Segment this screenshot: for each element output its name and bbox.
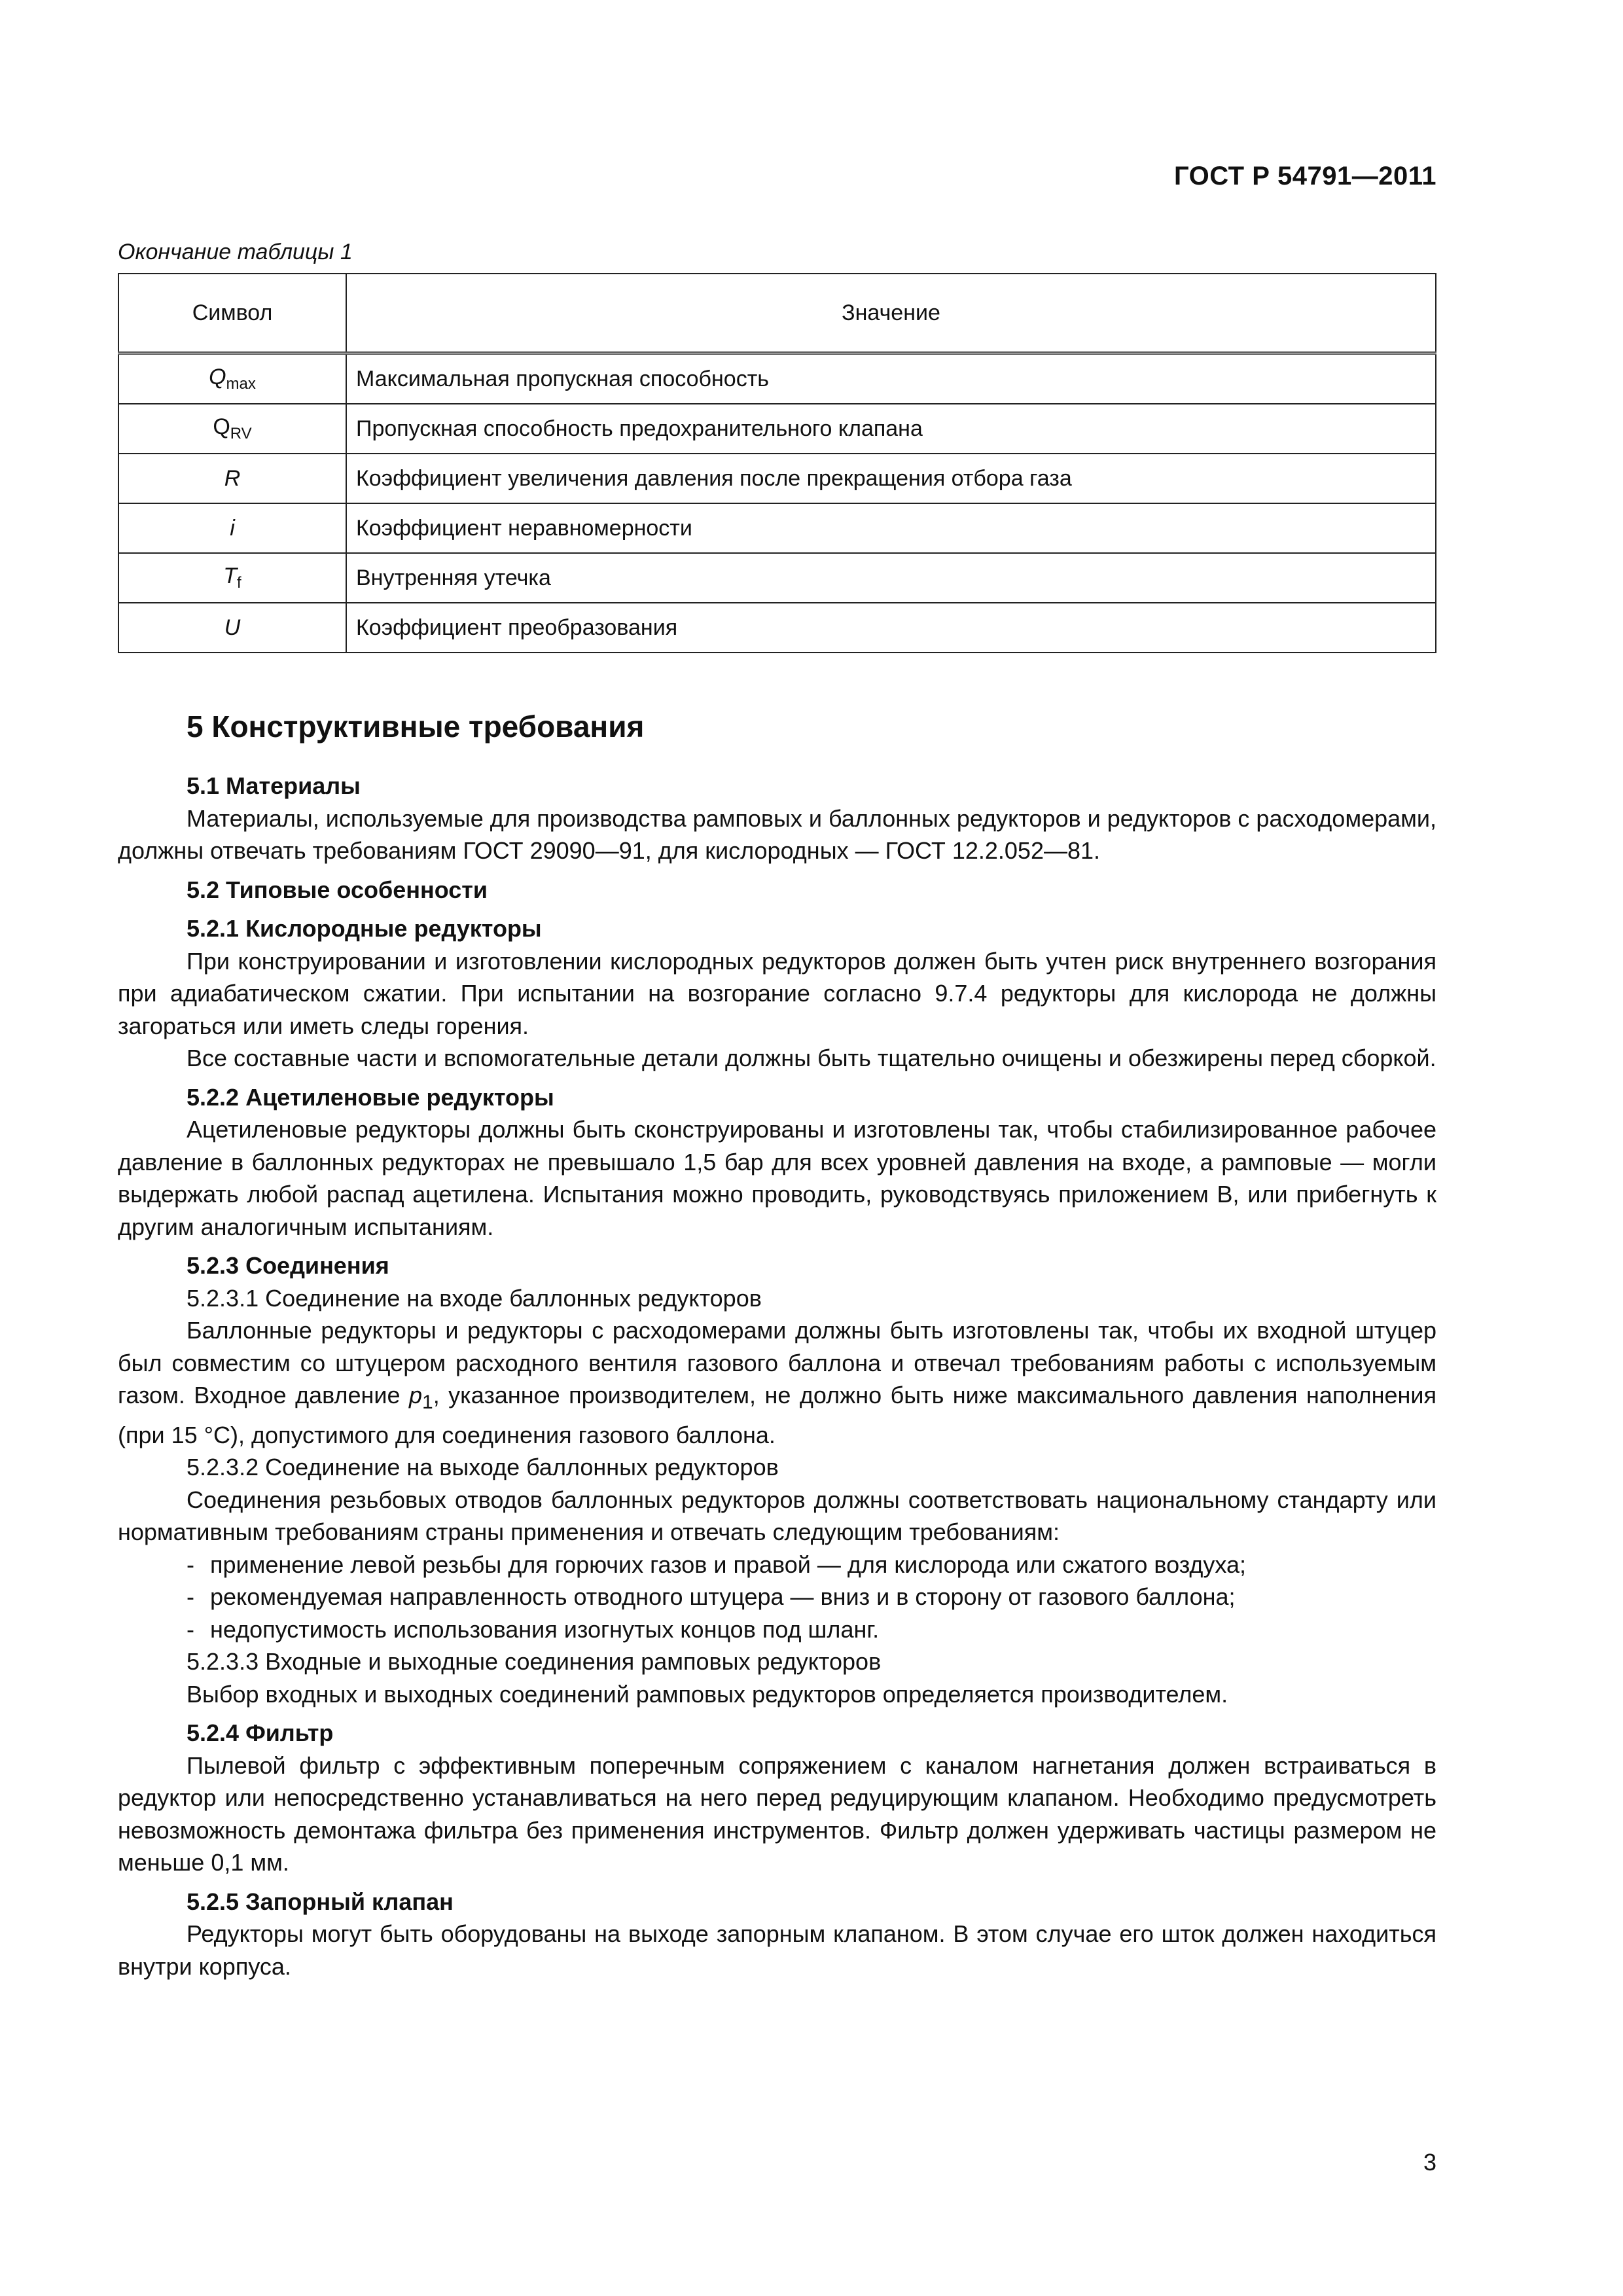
symbol-letter: Q	[213, 414, 230, 439]
document-id: ГОСТ Р 54791—2011	[1174, 162, 1436, 190]
symbols-table	[118, 273, 1436, 653]
symbol-subscript: f	[237, 574, 241, 592]
symbol-subscript: RV	[230, 425, 252, 442]
clause-5-2-3-2-text: Соединения резьбовых отводов баллонных редукторов должны соответствовать национальному стандарту или нормативным требованиям страны применения и отвечать следующим требованиям:	[118, 1486, 1436, 1546]
symbol-subscript: max	[226, 375, 256, 393]
subsection-5-2-4-title: 5.2.4 Фильтр	[187, 1719, 334, 1747]
subsection-5-1-text: Материалы, используемые для производства рамповых и баллонных редукторов и редукторов с расходомерами, должны отвечать требованиям ГОСТ 29090—91, для кислородных — ГОСТ 12.2.052—81.	[118, 804, 1436, 864]
symbol-cell	[118, 404, 346, 454]
symbol-cell	[118, 553, 346, 603]
symbol-letter: i	[230, 515, 235, 541]
subsection-5-2-1-paragraph: При конструировании и изготовлении кислородных редукторов должен быть учтен риск внутреннего возгорания при адиабатическом сжатии. При испытании на возгорание согласно 9.7.4 редукторы для кислорода не должны загораться или иметь следы горения.	[118, 947, 1436, 1039]
clause-text-part: Баллонные редукторы и редукторы с расходомерами должны быть изготовлены так, чтобы их входной штуцер был совместим со штуцером расходного вентиля газового баллона и отвечал требованиям работы с используемым газом. Входное давление	[118, 1317, 1436, 1408]
list-item-text: рекомендуемая направленность отводного штуцера — вниз и в сторону от газового баллона;	[210, 1583, 1236, 1611]
value-cell: Коэффициент увеличения давления после прекращения отбора газа	[346, 454, 1436, 503]
value-cell: Коэффициент неравномерности	[346, 503, 1436, 553]
symbol-letter: Q	[209, 365, 226, 389]
table-header-row	[118, 274, 1436, 353]
subsection-5-2-5-title: 5.2.5 Запорный клапан	[187, 1888, 454, 1915]
subsection-5-2-5-text: Редукторы могут быть оборудованы на выходе запорным клапаном. В этом случае его шток должен находиться внутри корпуса.	[118, 1920, 1436, 1980]
subsection-5-2-4-text: Пылевой фильтр с эффективным поперечным сопряжением с каналом нагнетания должен встраиваться в редуктор или непосредственно устанавливаться на него перед редуцирующим клапаном. Необходимо предусмотреть невозможность демонтажа фильтра без применения инструментов. Фильтр должен удерживать частицы размером не меньше 0,1 мм.	[118, 1751, 1436, 1876]
header-symbol: Символ	[118, 274, 346, 353]
subsection-5-2-1-title: 5.2.1 Кислородные редукторы	[187, 915, 542, 942]
header-value: Значение	[346, 274, 1436, 353]
subsection-5-2-2-title: 5.2.2 Ацетиленовые редукторы	[187, 1083, 554, 1111]
clause-5-2-3-1-title: 5.2.3.1 Соединение на входе баллонных редукторов	[187, 1284, 762, 1312]
value-cell: Максимальная пропускная способность	[346, 353, 1436, 404]
table-row	[118, 353, 1436, 404]
table-row	[118, 553, 1436, 603]
clause-5-2-3-3-text: Выбор входных и выходных соединений рамповых редукторов определяется производителем.	[187, 1680, 1228, 1708]
clause-5-2-3-3-title: 5.2.3.3 Входные и выходные соединения рамповых редукторов	[187, 1648, 882, 1676]
clause-5-2-3-1-text	[118, 1314, 1436, 1451]
table-caption: Окончание таблицы 1	[118, 240, 353, 264]
symbol-letter: T	[223, 564, 238, 588]
subsection-5-2-1-paragraph: Все составные части и вспомогательные детали должны быть тщательно очищены и обезжирены перед сборкой.	[187, 1045, 1436, 1071]
clause-text-part: , указанное производителем, не должно быть ниже максимального давления наполнения (при 15 °C), допустимого для соединения газового баллона.	[118, 1382, 1436, 1448]
value-cell: Пропускная способность предохранительного клапана	[346, 404, 1436, 454]
clause-5-2-3-2-title: 5.2.3.2 Соединение на выходе баллонных редукторов	[187, 1454, 779, 1481]
subsection-5-2-3-title: 5.2.3 Соединения	[187, 1252, 389, 1279]
list-item: - рекомендуемая направленность отводного штуцера — вниз и в сторону от газового баллона;	[187, 1583, 1236, 1611]
section-title: 5 Конструктивные требования	[187, 709, 645, 744]
pressure-variable-subscript: 1	[422, 1391, 433, 1414]
symbol-cell	[118, 603, 346, 653]
table-row	[118, 454, 1436, 503]
symbol-cell	[118, 353, 346, 404]
list-item: - применение левой резьбы для горючих газов и правой — для кислорода или сжатого воздуха;	[187, 1551, 1247, 1578]
requirements-list	[118, 1549, 1436, 1646]
subsection-5-2-2-paragraph: Ацетиленовые редукторы должны быть сконструированы и изготовлены так, чтобы стабилизированное рабочее давление в баллонных редукторах не превышало 1,5 бар для всех уровней давления на входе, а рамповые — могли выдержать любой распад ацетилена. Испытания можно проводить, руководствуясь приложением В, или прибегнуть к другим аналогичным испытаниям.	[118, 1116, 1436, 1240]
list-item-text: недопустимость использования изогнутых концов под шланг.	[210, 1615, 880, 1643]
symbol-cell	[118, 454, 346, 503]
pressure-variable: p	[408, 1382, 423, 1408]
table-row	[118, 404, 1436, 454]
value-cell: Внутренняя утечка	[346, 553, 1436, 603]
symbol-letter: U	[224, 615, 241, 640]
value-cell: Коэффициент преобразования	[346, 603, 1436, 653]
list-item-text: применение левой резьбы для горючих газов и правой — для кислорода или сжатого воздуха;	[210, 1551, 1247, 1578]
symbol-letter: R	[224, 465, 241, 491]
table-row	[118, 603, 1436, 653]
symbol-cell	[118, 503, 346, 553]
subsection-5-1-title: 5.1 Материалы	[187, 772, 361, 799]
table-body	[118, 353, 1436, 653]
document-body	[118, 770, 1436, 1982]
table-row	[118, 503, 1436, 553]
page-number: 3	[1423, 2149, 1436, 2176]
list-item: - недопустимость использования изогнутых концов под шланг.	[187, 1615, 880, 1643]
subsection-5-2-title: 5.2 Типовые особенности	[187, 876, 488, 903]
